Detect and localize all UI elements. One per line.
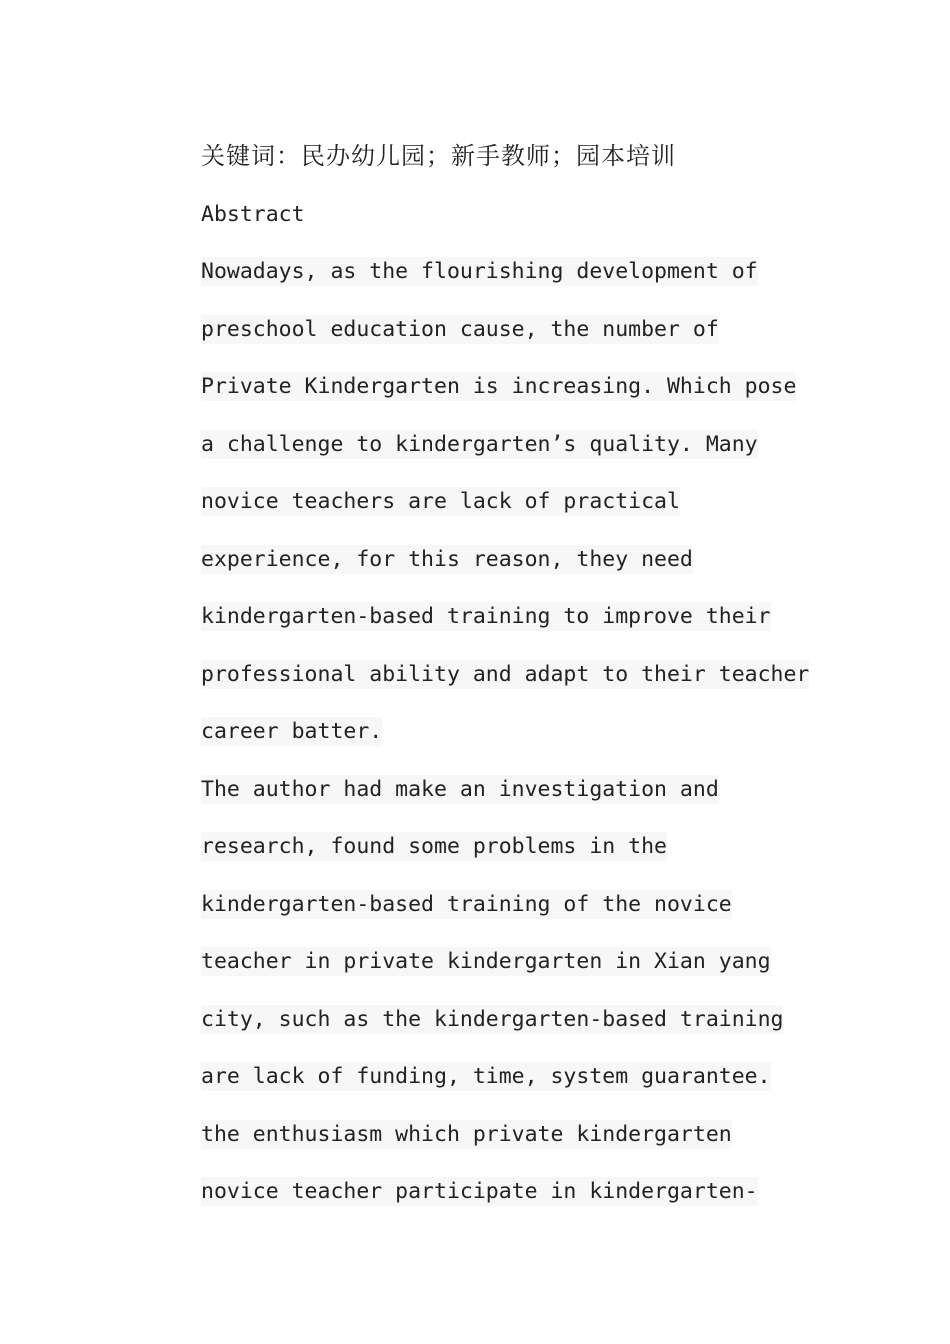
text-line (201, 243, 821, 301)
text-line-content: Nowadays, as the flourishing development of (201, 259, 758, 284)
abstract-heading: Abstract (201, 201, 305, 227)
text-line (201, 761, 821, 819)
text-line (201, 876, 821, 934)
text-line-content: the enthusiasm which private kindergarten (201, 1121, 732, 1147)
text-line-content: Private Kindergarten is increasing. Which pose (201, 374, 797, 399)
keywords-text: 关键词：民办幼儿园；新手教师；园本培训 (201, 142, 676, 170)
text-line-content: a challenge to kindergarten’s quality. Many (201, 431, 758, 457)
text-line (201, 818, 821, 876)
text-line (201, 531, 821, 589)
text-line (201, 646, 821, 704)
text-line-content: professional ability and adapt to their teacher (201, 661, 810, 687)
text-line (201, 991, 821, 1049)
text-line (201, 1163, 821, 1221)
text-line (201, 416, 821, 474)
text-line-content: kindergarten-based training of the novice (201, 891, 732, 917)
document-body (201, 128, 821, 1221)
text-line-content: teacher in private kindergarten in Xian yang (201, 949, 771, 974)
text-line-content: preschool education cause, the number of (201, 316, 719, 342)
text-line (201, 1106, 821, 1164)
text-line-content: kindergarten-based training to improve their (201, 604, 771, 629)
text-line (201, 358, 821, 416)
text-line-content: The author had make an investigation and (201, 776, 719, 802)
text-line-content: research, found some problems in the (201, 834, 667, 859)
text-line (201, 933, 821, 991)
text-line (201, 1048, 821, 1106)
text-line-content: novice teachers are lack of practical (201, 489, 680, 514)
keywords-line (201, 128, 821, 186)
text-line (201, 473, 821, 531)
text-line-content: city, such as the kindergarten-based training (201, 1006, 784, 1032)
text-line (201, 588, 821, 646)
text-line (201, 703, 821, 761)
text-line-content: novice teacher participate in kindergarten- (201, 1179, 758, 1204)
text-line (201, 301, 821, 359)
text-line-content: are lack of funding, time, system guarantee. (201, 1064, 771, 1089)
abstract-heading-line (201, 186, 821, 244)
text-line-content: experience, for this reason, they need (201, 546, 693, 572)
text-line-content: career batter. (201, 719, 383, 744)
